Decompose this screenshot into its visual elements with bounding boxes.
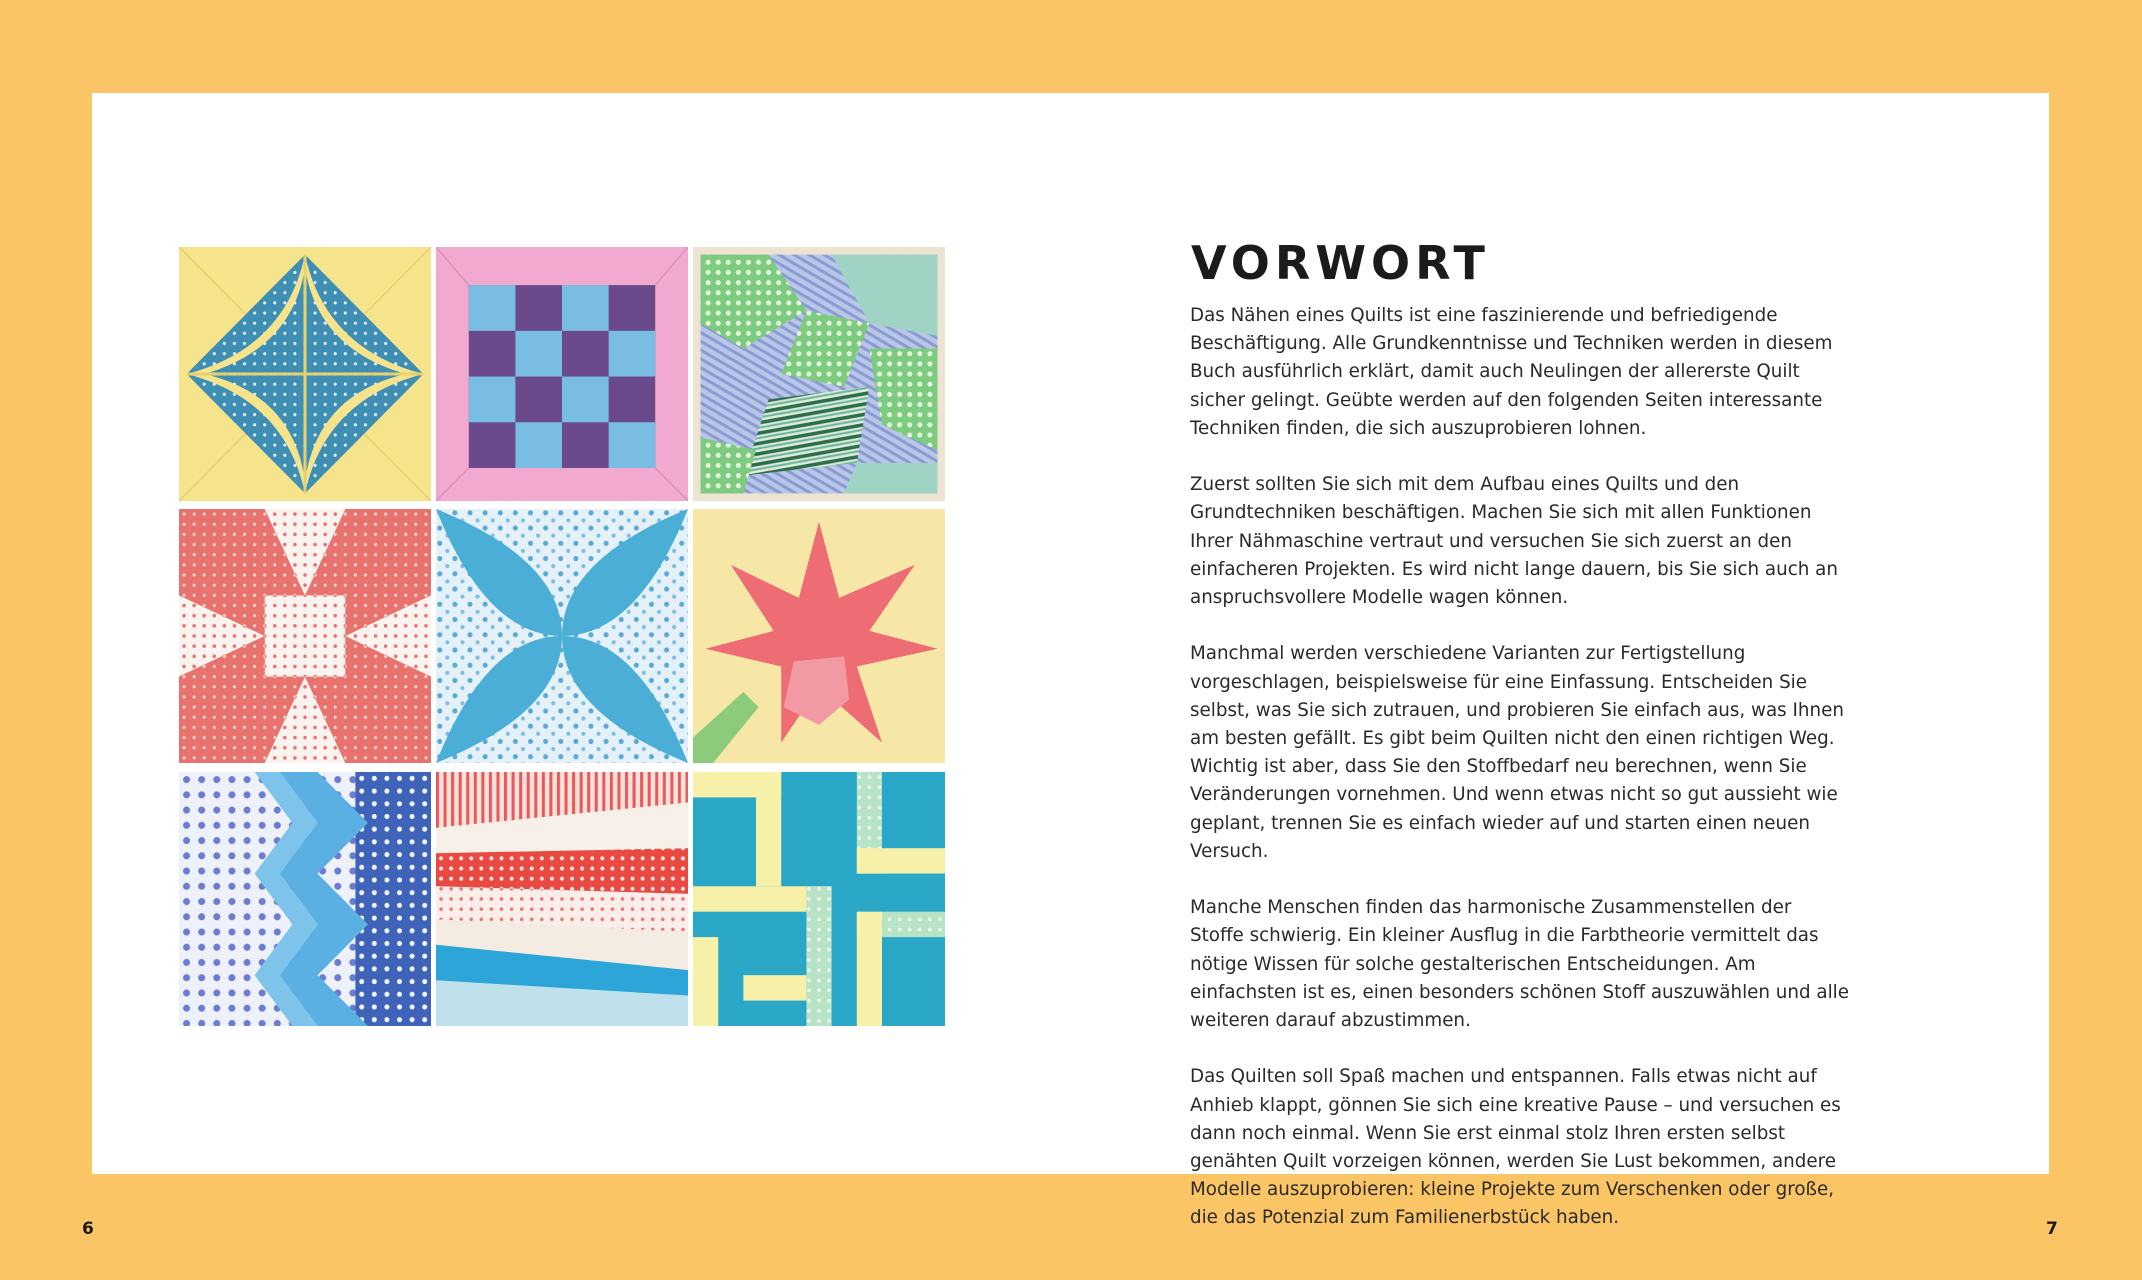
quilt-block-curved-petals [436, 509, 688, 763]
quilt-block-rail-fence [693, 772, 945, 1026]
quilt-block-folded-window [179, 247, 431, 501]
page-number-left: 6 [82, 1219, 94, 1239]
page-number-right: 7 [2046, 1219, 2058, 1239]
paragraph: Manchmal werden verschiedene Varianten zur Fertigstellung vorgeschlagen, beispielsweise für eine Einfassung. Entscheiden Sie selbst, was Sie sich zutrauen, und probieren Sie einfach aus, was Ihnen am besten gefällt. Es gibt beim Quilten nicht den einen richtigen Weg. Wichtig ist aber, dass Sie den Stoffbedarf neu berechnen, wenn Sie Veränderungen vornehmen. Und wenn etwas nicht so gut aussieht wie geplant, trennen Sie es einfach wieder auf und starten einen neuen Versuch. [1190, 643, 1844, 862]
paragraph: Das Quilten soll Spaß machen und entspannen. Falls etwas nicht auf Anhieb klappt, gönnen Sie sich eine kreative Pause – und versuchen es dann noch einmal. Wenn Sie erst einmal stolz Ihren ersten selbst genähten Quilt vorzeigen können, werden Sie Lust bekommen, andere Modelle auszuprobieren: kleine Projekte zum Verschenken oder große, die das Potenzial zum Familienerbstück haben. [1190, 1066, 1841, 1229]
quilt-photo-grid [179, 247, 945, 1026]
foreword-text [1190, 302, 1850, 1261]
quilt-block-ohio-star [179, 509, 431, 763]
quilt-block-strips [436, 772, 688, 1026]
paragraph: Manche Menschen finden das harmonische Zusammenstellen der Stoffe schwierig. Ein kleiner Ausflug in die Farbtheorie vermittelt das nötige Wissen für solche gestalterischen Entscheidungen. Am einfachsten ist es, einen besonders schönen Stoff auszuwählen und alle weiteren darauf abzustimmen. [1190, 897, 1850, 1032]
quilt-block-crazy-patchwork [693, 247, 945, 501]
quilt-block-nine-patch [436, 247, 688, 501]
paragraph: Das Nähen eines Quilts ist eine faszinierende und befriedigende Beschäftigung. Alle Grundkenntnisse und Techniken werden in diesem Buch ausführlich erklärt, damit auch Neulingen der allererste Quilt sicher gelingt. Geübte werden auf den folgenden Seiten interessante Techniken finden, die sich auszuprobieren lohnen. [1190, 305, 1833, 439]
quilt-block-star-flower [693, 509, 945, 763]
quilt-block-zigzag [179, 772, 431, 1026]
page-title: VORWORT [1191, 236, 1490, 290]
paragraph: Zuerst sollten Sie sich mit dem Aufbau eines Quilts und den Grundtechniken beschäftigen. Machen Sie sich mit allen Funktionen Ihrer Nähmaschine vertraut und versuchen Sie sich zuerst an den einfacheren Projekten. Es wird nicht lange dauern, bis Sie sich auch an anspruchsvollere Modelle wagen können. [1190, 474, 1838, 609]
